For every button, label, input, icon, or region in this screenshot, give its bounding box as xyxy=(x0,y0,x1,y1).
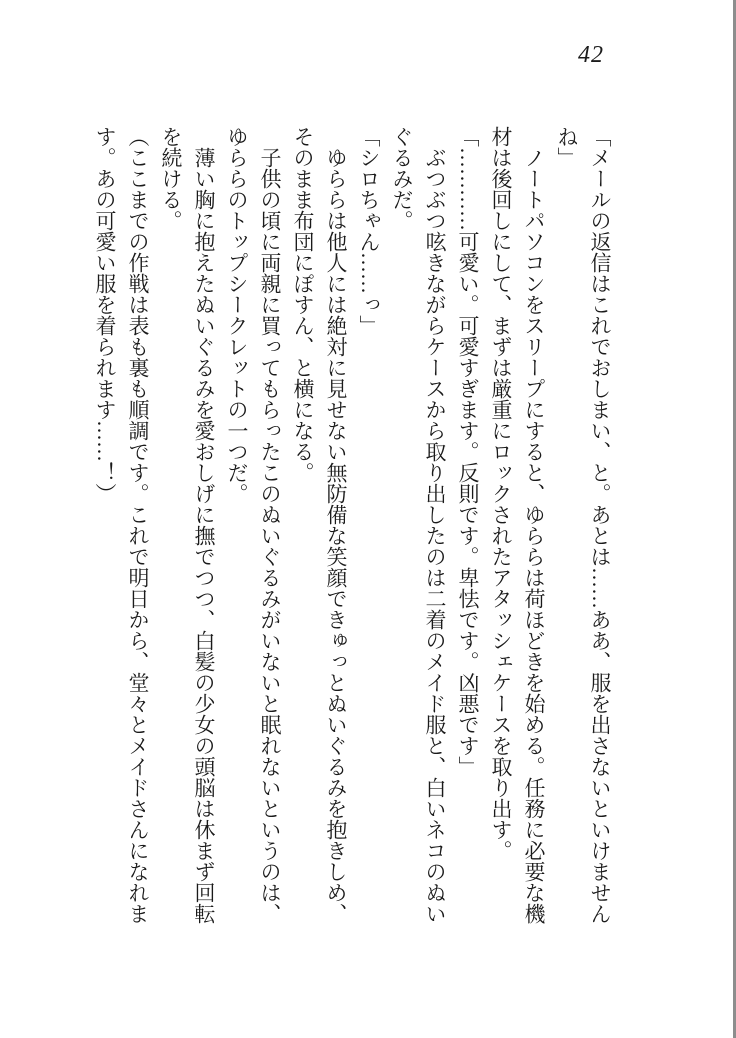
paragraph-inner-monologue: （ここまでの作戦は表も裏も順調です。これで明日から、堂々とメイドさんになれます。あの可愛い服を着られます……！） xyxy=(93,126,150,924)
paragraph-dialogue-3: 「シロちゃん……っ」 xyxy=(357,126,381,336)
novel-text-block xyxy=(88,126,616,926)
paragraph-narration-4: 子供の頃に両親に買ってもらったこのぬいぐるみがいないと眠れないというのは、ゆららのトップシークレットの一つだ。 xyxy=(225,126,282,924)
paragraph-dialogue-2: 「…………可愛い。可愛すぎます。反則です。卑怯です。凶悪です」 xyxy=(456,126,480,777)
paragraph-narration-2: ぶつぶつ呟きながらケースから取り出したのは二着のメイド服と、白いネコのぬいぐるみだ。 xyxy=(390,126,447,924)
page-number: 42 xyxy=(578,42,604,68)
paragraph-dialogue-1: 「メールの返信はこれでおしまい、と。あとは……ああ、服を出さないといけませんね」 xyxy=(555,126,612,924)
paragraph-narration-5: 薄い胸に抱えたぬいぐるみを愛おしげに撫でつつ、白髪の少女の頭脳は休まず回転を続ける。 xyxy=(159,126,216,924)
paragraph-narration-1: ノートパソコンをスリープにすると、ゆららは荷ほどきを始める。任務に必要な機材は後回しにして、まずは厳重にロックされたアタッシェケースを取り出す。 xyxy=(489,126,546,924)
paragraph-narration-3: ゆららは他人には絶対に見せない無防備な笑顔できゅっとぬいぐるみを抱きしめ、そのまま布団にぽすん、と横になる。 xyxy=(291,126,348,924)
